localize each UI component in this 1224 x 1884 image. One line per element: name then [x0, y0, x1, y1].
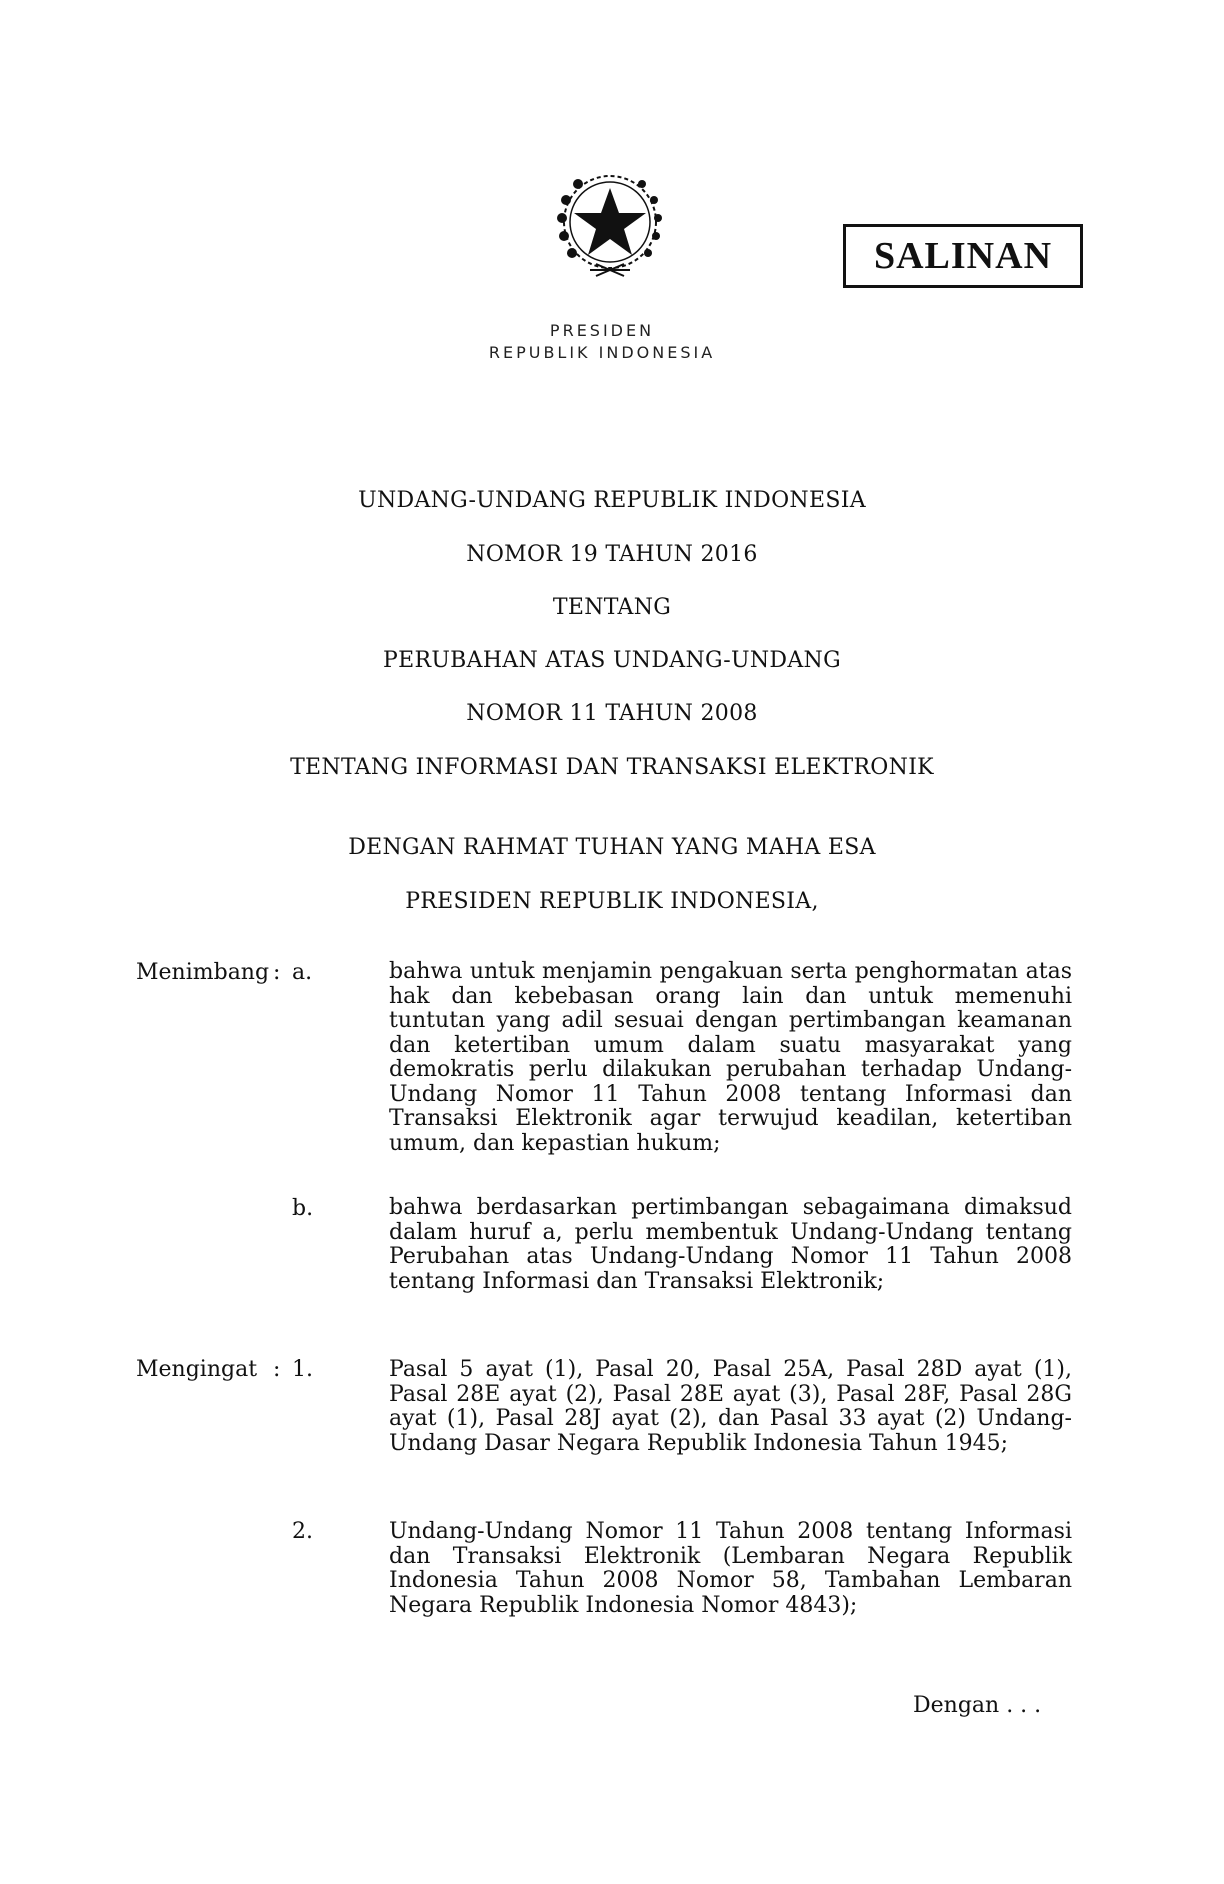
mengingat-colon: : — [273, 1357, 281, 1382]
national-emblem-icon — [540, 150, 680, 290]
issuer-line-2: REPUBLIK INDONESIA — [488, 343, 716, 362]
issuer-header — [0, 320, 1224, 364]
page-continuation: Dengan . . . — [913, 1693, 1042, 1718]
mengingat-item-2-text: Undang-Undang Nomor 11 Tahun 2008 tentang Informasi dan Transaksi Elektronik (Lembaran Negara Republik Indonesia Tahun 2008 Nomor 58, Tambahan Lembaran Negara Republik Indonesia Nomor 4843); — [389, 1519, 1072, 1618]
preamble-line-2: PRESIDEN REPUBLIK INDONESIA, — [405, 889, 819, 914]
preamble-line-1: DENGAN RAHMAT TUHAN YANG MAHA ESA — [348, 835, 876, 860]
mengingat-item-2-marker: 2. — [292, 1519, 313, 1544]
menimbang-label: Menimbang — [136, 960, 270, 985]
mengingat-label: Mengingat — [136, 1357, 258, 1382]
title-line-3: TENTANG — [552, 595, 672, 620]
menimbang-item-a-marker: a. — [292, 960, 313, 985]
title-line-6: TENTANG INFORMASI DAN TRANSAKSI ELEKTRONIK — [290, 755, 934, 780]
title-line-5: NOMOR 11 TAHUN 2008 — [466, 701, 758, 726]
menimbang-item-b-text: bahwa berdasarkan pertimbangan sebagaimana dimaksud dalam huruf a, perlu membentuk Undang-Undang tentang Perubahan atas Undang-Undang Nomor 11 Tahun 2008 tentang Informasi dan Transaksi Elektronik; — [389, 1195, 1072, 1294]
mengingat-item-1-marker: 1. — [292, 1357, 313, 1382]
issuer-line-1: PRESIDEN — [549, 321, 655, 340]
title-line-2: NOMOR 19 TAHUN 2016 — [466, 542, 758, 567]
title-line-1: UNDANG-UNDANG REPUBLIK INDONESIA — [358, 488, 866, 513]
title-line-4: PERUBAHAN ATAS UNDANG-UNDANG — [383, 648, 841, 673]
mengingat-item-1-text: Pasal 5 ayat (1), Pasal 20, Pasal 25A, Pasal 28D ayat (1), Pasal 28E ayat (2), Pasal 28E ayat (3), Pasal 28F, Pasal 28G ayat (1), Pasal 28J ayat (2), dan Pasal 33 ayat (2) Undang-Undang Dasar Negara Republik Indonesia Tahun 1945; — [389, 1357, 1072, 1456]
menimbang-colon: : — [273, 960, 281, 985]
menimbang-item-b-marker: b. — [292, 1196, 314, 1221]
menimbang-item-a-text: bahwa untuk menjamin pengakuan serta penghormatan atas hak dan kebebasan orang lain dan untuk memenuhi tuntutan yang adil sesuai dengan pertimbangan keamanan dan ketertiban umum dalam suatu masyarakat yang demokratis perlu dilakukan perubahan terhadap Undang-Undang Nomor 11 Tahun 2008 tentang Informasi dan Transaksi Elektronik agar terwujud keadilan, ketertiban umum, dan kepastian hukum; — [389, 959, 1072, 1156]
salinan-stamp: SALINAN — [843, 224, 1083, 288]
